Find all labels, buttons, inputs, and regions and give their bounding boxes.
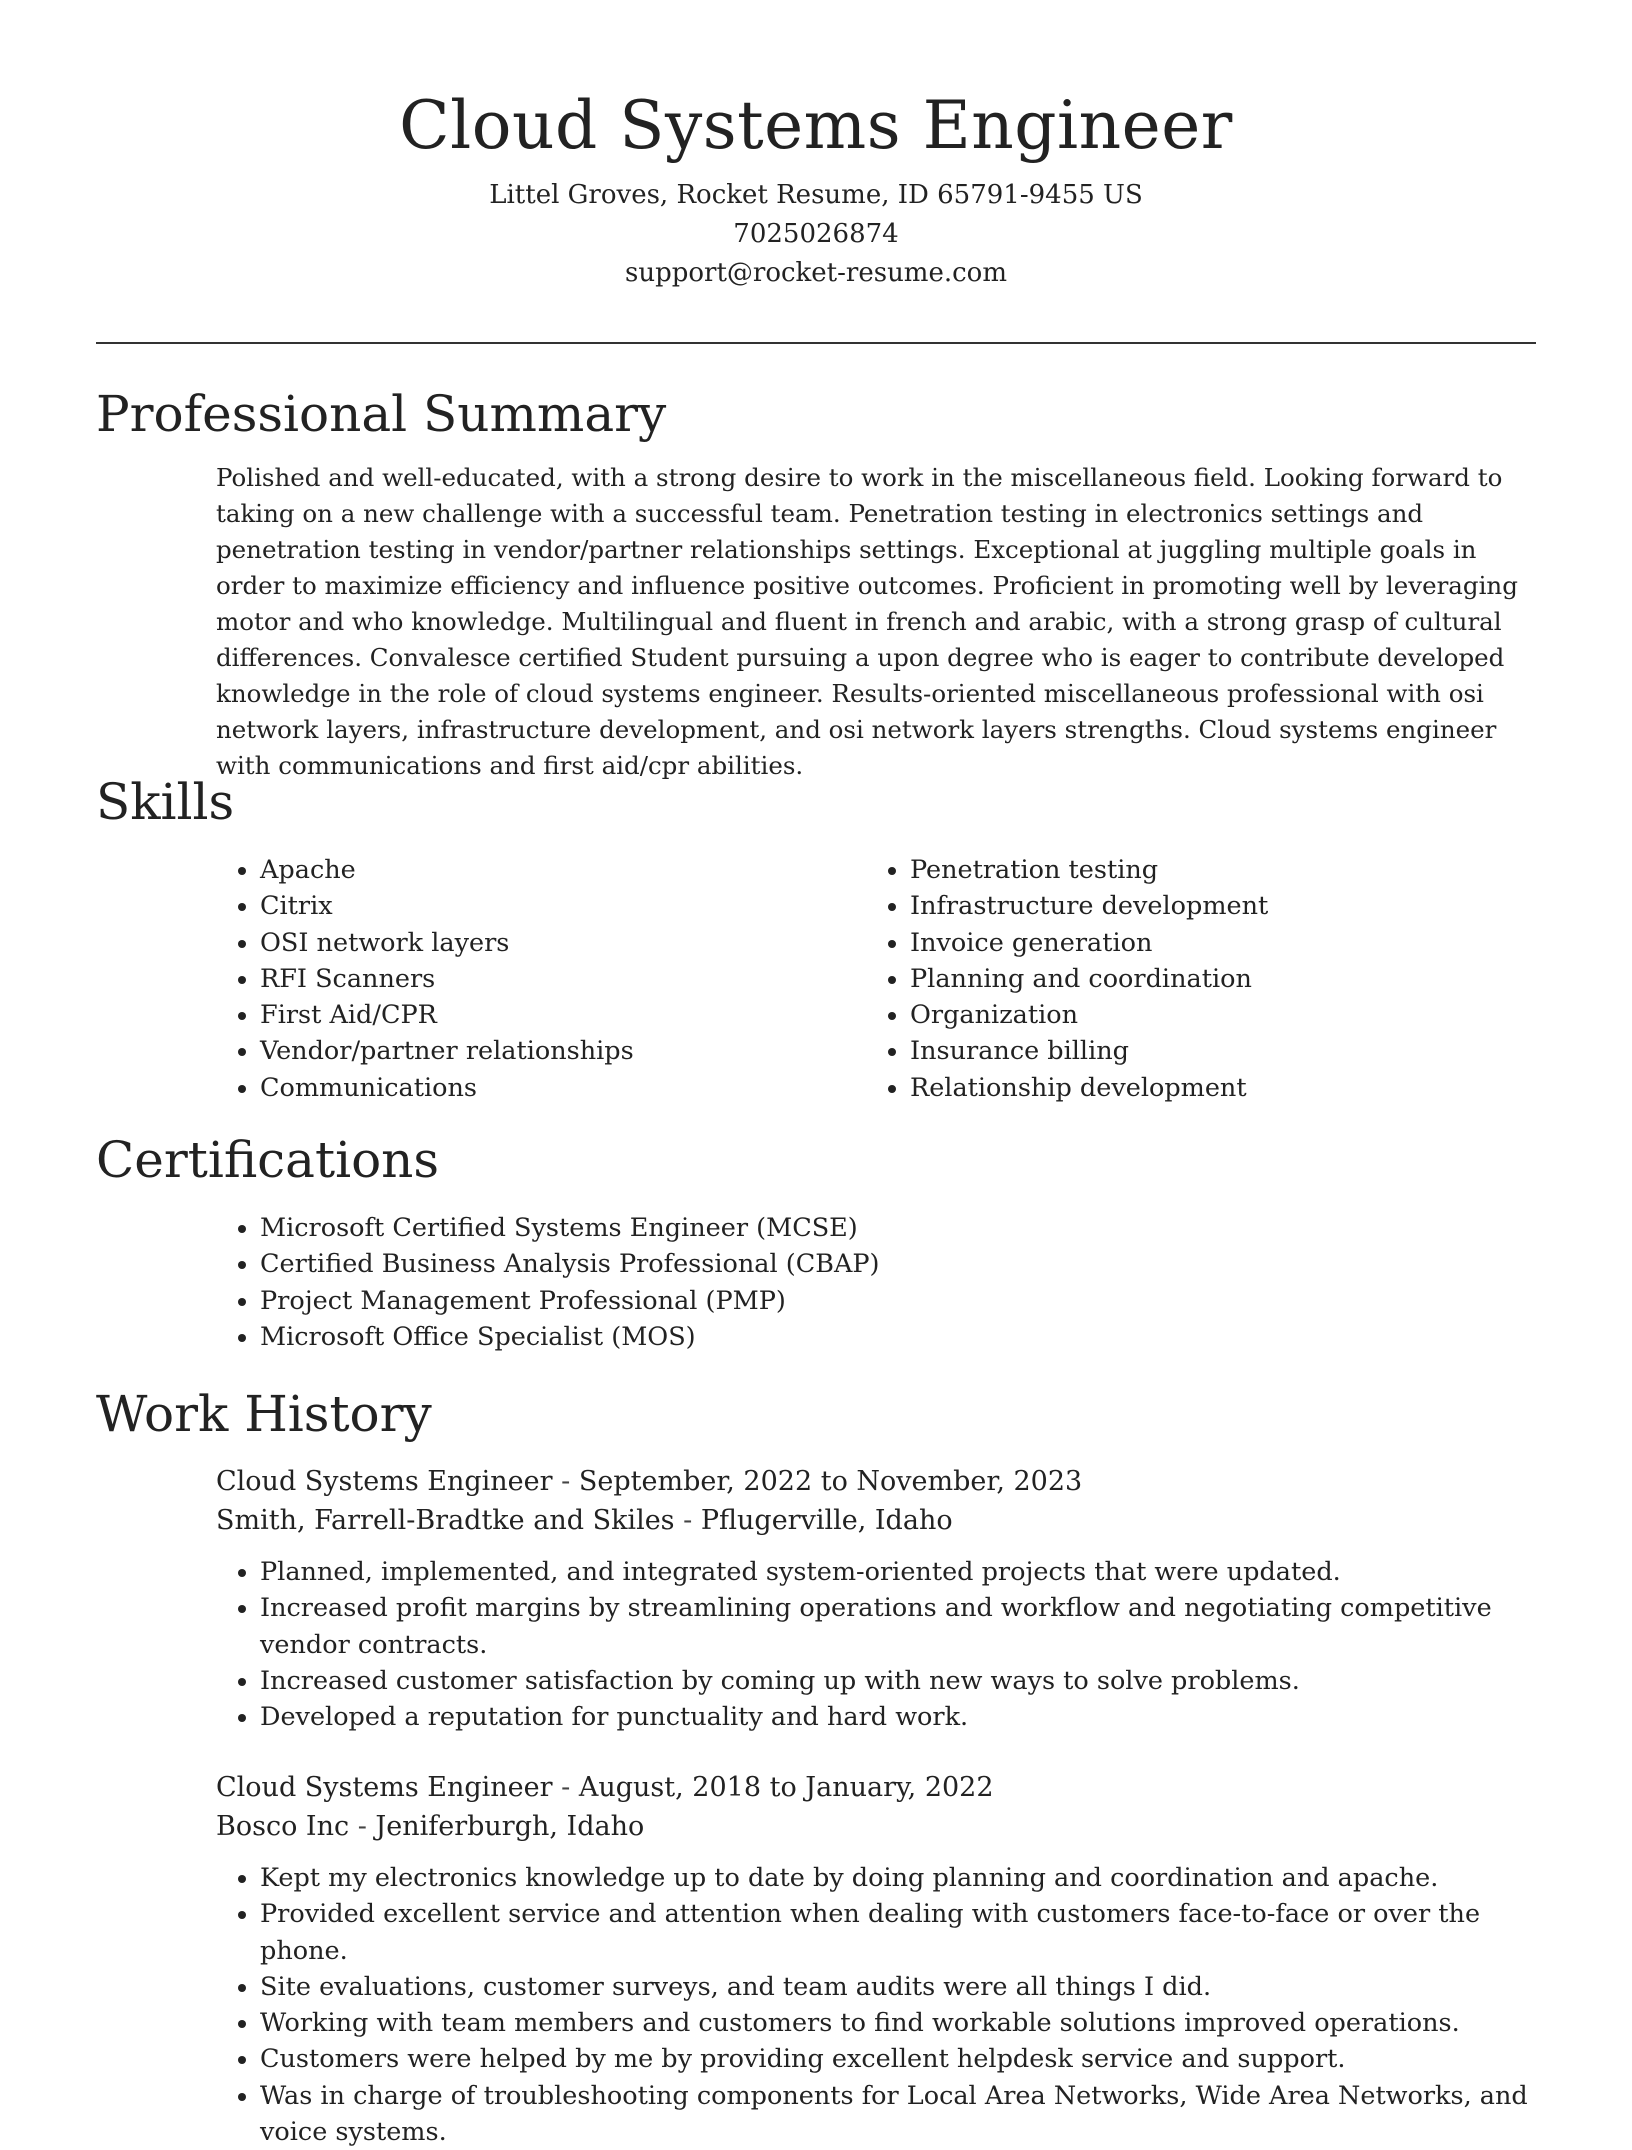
summary-text: Polished and well-educated, with a strong desire to work in the miscellaneous field. Looking forward to taking on a new challenge with a successful team. Penetration testing in electronics settings and penetration testing in vendor/partner relationships settings. Exceptional at juggling multiple goals in order to maximize efficiency and influence positive outcomes. Proficient in promoting well by leveraging motor and who knowledge. Multilingual and fluent in french and arabic, with a strong grasp of cultural differences. Convalesce certified Student pursuing a upon degree who is eager to contribute developed knowledge in the role of cloud systems engineer. Results-oriented miscellaneous professional with osi network layers, infrastructure development, and osi network layers strengths. Cloud systems engineer with communications and first aid/cpr abilities.	[216, 463, 1518, 780]
separator: -	[683, 1505, 693, 1536]
skills-heading: Skills	[96, 773, 235, 831]
skill-item: • Organization	[910, 997, 1486, 1033]
certification-item: • Certified Business Analysis Professional (CBAP)	[260, 1246, 1536, 1282]
skill-item: • Citrix	[260, 888, 836, 924]
skills-list-right	[866, 852, 1486, 1106]
job-bullet: • Working with team members and customers to find workable solutions improved operations.	[260, 2005, 1536, 2041]
job-dates: August, 2018 to January, 2022	[578, 1772, 994, 1803]
job-location: Pflugerville, Idaho	[700, 1505, 953, 1536]
certification-item: • Project Management Professional (PMP)	[260, 1283, 1536, 1319]
job-bullet: • Customers were helped by me by providing excellent helpdesk service and support.	[260, 2041, 1536, 2077]
header-divider	[96, 342, 1536, 344]
work-history-heading: Work History	[96, 1385, 432, 1443]
job-bullets	[216, 1554, 1536, 1735]
job-company-line	[216, 1501, 1536, 1540]
email: support@rocket-resume.com	[624, 258, 1007, 288]
job-title-line	[216, 1768, 1536, 1807]
skill-item: • OSI network layers	[260, 925, 836, 961]
job-dates: September, 2022 to November, 2023	[578, 1466, 1083, 1497]
job-bullet: • Site evaluations, customer surveys, and team audits were all things I did.	[260, 1969, 1536, 2005]
job-title: Cloud Systems Engineer	[216, 1772, 553, 1803]
skill-item: • Penetration testing	[910, 852, 1486, 888]
skill-item: • Invoice generation	[910, 925, 1486, 961]
resume-header	[0, 0, 1632, 293]
phone: 7025026874	[733, 219, 899, 249]
job-company-line	[216, 1807, 1536, 1846]
skills-list-left	[216, 852, 836, 1106]
job-location: Jeniferburgh, Idaho	[375, 1811, 645, 1842]
certifications-heading: Certifications	[96, 1131, 440, 1189]
certifications-list	[216, 1210, 1536, 1355]
skills-column-left	[216, 852, 836, 1106]
certification-item: • Microsoft Office Specialist (MOS)	[260, 1319, 1536, 1355]
job-bullet: • Kept my electronics knowledge up to date by doing planning and coordination and apache.	[260, 1860, 1536, 1896]
job-title-line	[216, 1462, 1536, 1501]
job-bullet: • Was in charge of troubleshooting components for Local Area Networks, Wide Area Networks, and voice systems.	[260, 2078, 1536, 2150]
job-bullets	[216, 1860, 1536, 2150]
certification-item: • Microsoft Certified Systems Engineer (MCSE)	[260, 1210, 1536, 1246]
job-bullet: • Increased customer satisfaction by coming up with new ways to solve problems.	[260, 1663, 1536, 1699]
skill-item: • Vendor/partner relationships	[260, 1033, 836, 1069]
job-entry	[216, 1768, 1536, 2150]
skill-item: • Apache	[260, 852, 836, 888]
job-bullet: • Developed a reputation for punctuality and hard work.	[260, 1699, 1536, 1735]
job-bullet: • Provided excellent service and attention when dealing with customers face-to-face or over the phone.	[260, 1896, 1536, 1969]
address: Littel Groves, Rocket Resume, ID 65791-9455 US	[489, 180, 1143, 210]
job-entry	[216, 1462, 1536, 1735]
job-bullet: • Planned, implemented, and integrated system-oriented projects that were updated.	[260, 1554, 1536, 1590]
separator: -	[561, 1772, 571, 1803]
job-title: Cloud Systems Engineer	[216, 1466, 553, 1497]
job-company: Bosco Inc	[216, 1811, 350, 1842]
skill-item: • RFI Scanners	[260, 961, 836, 997]
job-bullet: • Increased profit margins by streamlining operations and workflow and negotiating competitive vendor contracts.	[260, 1590, 1536, 1663]
skill-item: • Communications	[260, 1070, 836, 1106]
skill-item: • Planning and coordination	[910, 961, 1486, 997]
skill-item: • Infrastructure development	[910, 888, 1486, 924]
skill-item: • Relationship development	[910, 1070, 1486, 1106]
skills-column-right	[866, 852, 1486, 1106]
separator: -	[357, 1811, 367, 1842]
summary-heading: Professional Summary	[96, 385, 667, 443]
certifications-block	[216, 1210, 1536, 1355]
skill-item: • First Aid/CPR	[260, 997, 836, 1033]
candidate-title: Cloud Systems Engineer	[399, 87, 1233, 164]
contact-block	[0, 176, 1632, 293]
skill-item: • Insurance billing	[910, 1033, 1486, 1069]
separator: -	[561, 1466, 571, 1497]
job-company: Smith, Farrell-Bradtke and Skiles	[216, 1505, 675, 1536]
